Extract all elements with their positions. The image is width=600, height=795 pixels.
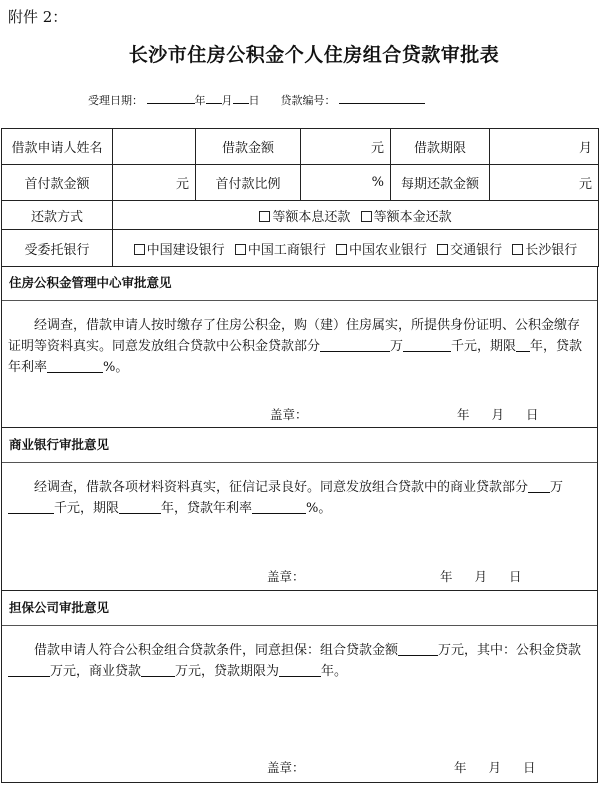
down-payment-field[interactable]: 元: [113, 165, 196, 201]
checkbox-icon[interactable]: [361, 211, 372, 222]
sign-date: 年 月 日: [457, 407, 539, 422]
loan-term-label: 借款期限: [391, 129, 490, 165]
text: 经调查，借款各项材料资料真实，征信记录良好。同意发放组合贷款中的商业贷款部分: [34, 480, 529, 495]
applicant-name-field[interactable]: [113, 129, 196, 165]
installment-label: 每期还款金额: [391, 165, 490, 201]
table-row: [2, 165, 599, 201]
text: 万元，贷款期限为: [175, 664, 280, 679]
form-title: 长沙市住房公积金个人住房组合贷款审批表: [128, 44, 500, 66]
checkbox-icon[interactable]: [512, 244, 523, 255]
seal-label: 盖章：: [270, 407, 308, 422]
text: %。: [103, 360, 129, 375]
loan-info-table: [1, 128, 599, 267]
approval-sections: [1, 266, 598, 783]
down-ratio-label: 首付款比例: [196, 165, 301, 201]
bank-option-abc[interactable]: [336, 243, 427, 258]
bank-option-icbc[interactable]: [235, 243, 326, 258]
entrusted-bank-label: 受委托银行: [2, 230, 113, 267]
repayment-option-equal-installment[interactable]: [259, 210, 350, 225]
section-body-commercial-bank: [2, 463, 597, 591]
table-row: [2, 201, 599, 230]
text: 年，贷款年利率: [161, 501, 253, 516]
loan-no-label: 贷款编号：: [280, 94, 336, 107]
repayment-method-options: [113, 201, 599, 230]
repayment-method-label: 还款方式: [2, 201, 113, 230]
bank-term-field[interactable]: [119, 499, 161, 514]
text: 万: [390, 339, 404, 354]
checkbox-icon[interactable]: [259, 211, 270, 222]
accept-date-label: 受理日期：: [88, 94, 143, 107]
repayment-option-equal-principal[interactable]: [361, 210, 452, 225]
installment-field[interactable]: 元: [490, 165, 599, 201]
bank-option-bcs[interactable]: [512, 243, 577, 258]
checkbox-icon[interactable]: [437, 244, 448, 255]
section-heading-guarantee-company: 担保公司审批意见: [2, 591, 597, 626]
fund-amount-qian-field[interactable]: [403, 337, 451, 352]
section-heading-commercial-bank: 商业银行审批意见: [2, 428, 597, 463]
bank-amount-qian-field[interactable]: [8, 499, 54, 514]
bank-amount-wan-field[interactable]: [528, 478, 550, 493]
section-heading-fund-center: 住房公积金管理中心审批意见: [2, 266, 597, 301]
option-label: 中国农业银行: [348, 242, 427, 258]
guarantee-opinion-text: [8, 640, 591, 682]
loan-amount-label: 借款金额: [196, 129, 301, 165]
text: 千元，期限: [54, 501, 120, 516]
fund-rate-field[interactable]: [47, 358, 103, 373]
text: 经调查，借款申请人按时缴存了住房公积金，购（建）住房属实，所提供身份证明、公积金缴存证明等资料真实。同意发放组合贷款中公积金贷款部分: [8, 318, 581, 354]
section-body-guarantee-company: [2, 626, 597, 782]
form-meta: [88, 92, 425, 108]
text: 万: [550, 480, 564, 495]
bank-option-bocom[interactable]: [437, 243, 502, 258]
section-body-fund-center: [2, 301, 597, 428]
sign-date: 年 月 日: [454, 760, 536, 775]
bank-option-ccb[interactable]: [134, 243, 225, 258]
text: 万元，其中：公积金贷款: [438, 643, 582, 658]
entrusted-bank-options: [113, 230, 599, 267]
fund-term-field[interactable]: [516, 337, 530, 352]
option-label: 中国建设银行: [146, 242, 225, 258]
accept-day-field[interactable]: [233, 92, 249, 104]
month-label: 月: [221, 94, 233, 107]
text: 年，贷款年利率: [8, 339, 583, 375]
loan-no-field[interactable]: [339, 92, 425, 104]
down-ratio-field[interactable]: %: [301, 165, 391, 201]
text: 借款申请人符合公积金组合贷款条件，同意担保：组合贷款金额: [34, 643, 399, 658]
text: 千元，期限: [451, 339, 517, 354]
checkbox-icon[interactable]: [235, 244, 246, 255]
checkbox-icon[interactable]: [336, 244, 347, 255]
loan-term-field[interactable]: 月: [490, 129, 599, 165]
option-label: 中国工商银行: [247, 242, 326, 258]
seal-label: 盖章：: [267, 760, 305, 775]
combined-amount-field[interactable]: [398, 641, 438, 656]
fund-loan-field[interactable]: [8, 662, 50, 677]
sign-date: 年 月 日: [440, 569, 522, 584]
fund-amount-wan-field[interactable]: [320, 337, 390, 352]
seal-label: 盖章：: [267, 569, 305, 584]
down-payment-label: 首付款金额: [2, 165, 113, 201]
bank-opinion-text: [8, 477, 591, 519]
table-row: [2, 230, 599, 267]
year-label: 年: [194, 94, 206, 107]
checkbox-icon[interactable]: [134, 244, 145, 255]
text: 年。: [321, 664, 348, 679]
attachment-label: 附件 2：: [8, 8, 68, 26]
commercial-loan-field[interactable]: [141, 662, 175, 677]
guarantee-term-field[interactable]: [279, 662, 321, 677]
option-label: 等额本金还款: [373, 209, 452, 225]
text: %。: [306, 501, 332, 516]
applicant-name-label: 借款申请人姓名: [2, 129, 113, 165]
bank-rate-field[interactable]: [252, 499, 306, 514]
accept-month-field[interactable]: [206, 92, 222, 104]
accept-year-field[interactable]: [147, 92, 195, 104]
day-label: 日: [248, 94, 260, 107]
loan-amount-field[interactable]: 元: [301, 129, 391, 165]
option-label: 长沙银行: [525, 242, 578, 258]
option-label: 交通银行: [450, 242, 503, 258]
option-label: 等额本息还款: [272, 209, 351, 225]
fund-center-opinion-text: [8, 315, 591, 378]
table-row: [2, 129, 599, 165]
text: 万元，商业贷款: [50, 664, 142, 679]
